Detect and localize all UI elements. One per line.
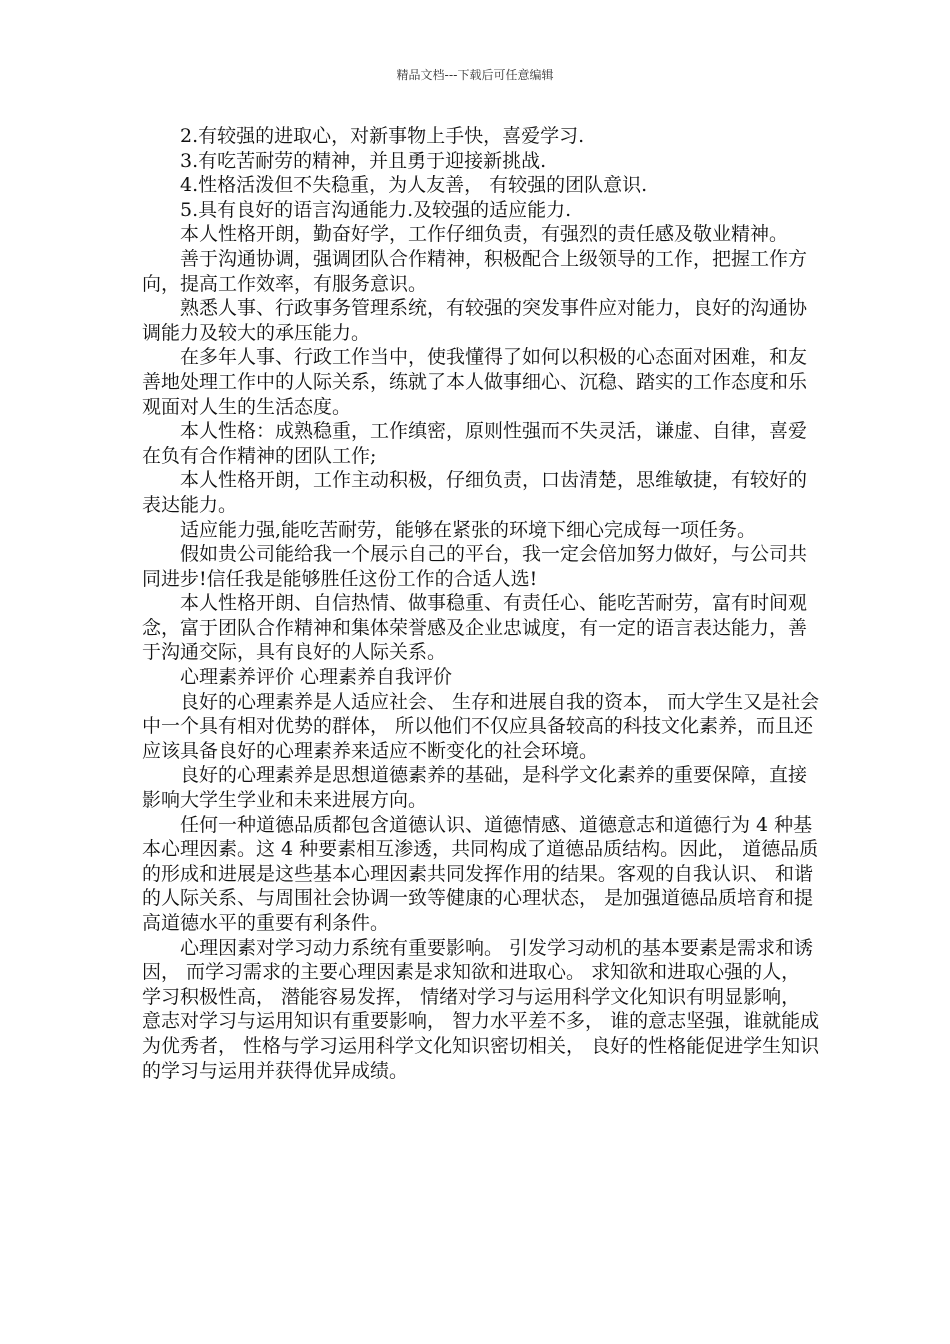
section-heading: 心理素养评价 心理素养自我评价 bbox=[180, 666, 453, 689]
paragraph-3: 4.性格活泼但不失稳重，为人友善， 有较强的团队意识. bbox=[180, 174, 648, 197]
paragraph-6: 善于沟通协调，强调团队合作精神，积极配合上级领导的工作，把握工作方向，提高工作效率，有服务意识。 bbox=[142, 247, 808, 295]
paragraph-16: 良好的心理素养是思想道德素养的基础，是科学文化素养的重要保障，直接影响大学生学业和未来进展方向。 bbox=[142, 764, 808, 812]
document-body bbox=[142, 124, 820, 1083]
paragraph-17: 任何一种道德品质都包含道德认识、道德情感、道德意志和道德行为 4 种基本心理因素。这 4 种要素相互渗透，共同构成了道德品质结构。因此， 道德品质的形成和进展是这些基本心理因素共同发挥作用的结果。客观的自我认识、 和谐的人际关系、与周围社会协调一致等健康的心理状态， 是加强道德品质培育和提高道德水平的重要有利条件。 bbox=[142, 813, 819, 934]
paragraph-11: 适应能力强,能吃苦耐劳，能够在紧张的环境下细心完成每一项任务。 bbox=[180, 518, 757, 541]
paragraph-12: 假如贵公司能给我一个展示自己的平台，我一定会倍加努力做好，与公司共同进步!信任我是能够胜任这份工作的合适人选! bbox=[142, 543, 808, 590]
paragraph-9: 本人性格：成熟稳重，工作缜密，原则性强而不失灵活，谦虚、自律，喜爱在负有合作精神的团队工作; bbox=[142, 420, 808, 467]
paragraph-2: 3.有吃苦耐劳的精神，并且勇于迎接新挑战. bbox=[180, 149, 547, 172]
paragraph-8: 在多年人事、行政工作当中，使我懂得了如何以积极的心态面对困难，和友善地处理工作中的人际关系，练就了本人做事细心、沉稳、踏实的工作态度和乐观面对人生的生活态度。 bbox=[142, 346, 808, 418]
page-header: 精品文档---下载后可任意编辑 bbox=[396, 68, 554, 82]
paragraph-7: 熟悉人事、行政事务管理系统，有较强的突发事件应对能力，良好的沟通协调能力及较大的承压能力。 bbox=[142, 297, 808, 344]
paragraph-5: 本人性格开朗，勤奋好学，工作仔细负责，有强烈的责任感及敬业精神。 bbox=[180, 223, 789, 246]
paragraph-13: 本人性格开朗、自信热情、做事稳重、有责任心、能吃苦耐劳，富有时间观念，富于团队合作精神和集体荣誉感及企业忠诚度，有一定的语言表达能力，善于沟通交际，具有良好的人际关系。 bbox=[142, 592, 808, 664]
paragraph-10: 本人性格开朗，工作主动积极，仔细负责，口齿清楚，思维敏捷，有较好的表达能力。 bbox=[142, 469, 808, 516]
paragraph-1: 2.有较强的进取心，对新事物上手快，喜爱学习. bbox=[180, 125, 585, 147]
paragraph-18: 心理因素对学习动力系统有重要影响。 引发学习动机的基本要素是需求和诱因， 而学习需求的主要心理因素是求知欲和进取心。 求知欲和进取心强的人， 学习积极性高， 潜能容易发挥， 情绪对学习与运用科学文化知识有明显影响， 意志对学习与运用知识有重要影响， 智力水平差不多， 谁的意志坚强，谁就能成为优秀者， 性格与学习运用科学文化知识密切相关， 良好的性格能促进学生知识的学习与运用并获得优异成绩。 bbox=[142, 936, 820, 1082]
paragraph-15: 良好的心理素养是人适应社会、 生存和进展自我的资本， 而大学生又是社会中一个具有相对优势的群体， 所以他们不仅应具备较高的科技文化素养，而且还应该具备良好的心理素养来适应不断变化的社会环境。 bbox=[142, 690, 820, 762]
paragraph-4: 5.具有良好的语言沟通能力.及较强的适应能力. bbox=[180, 198, 572, 221]
